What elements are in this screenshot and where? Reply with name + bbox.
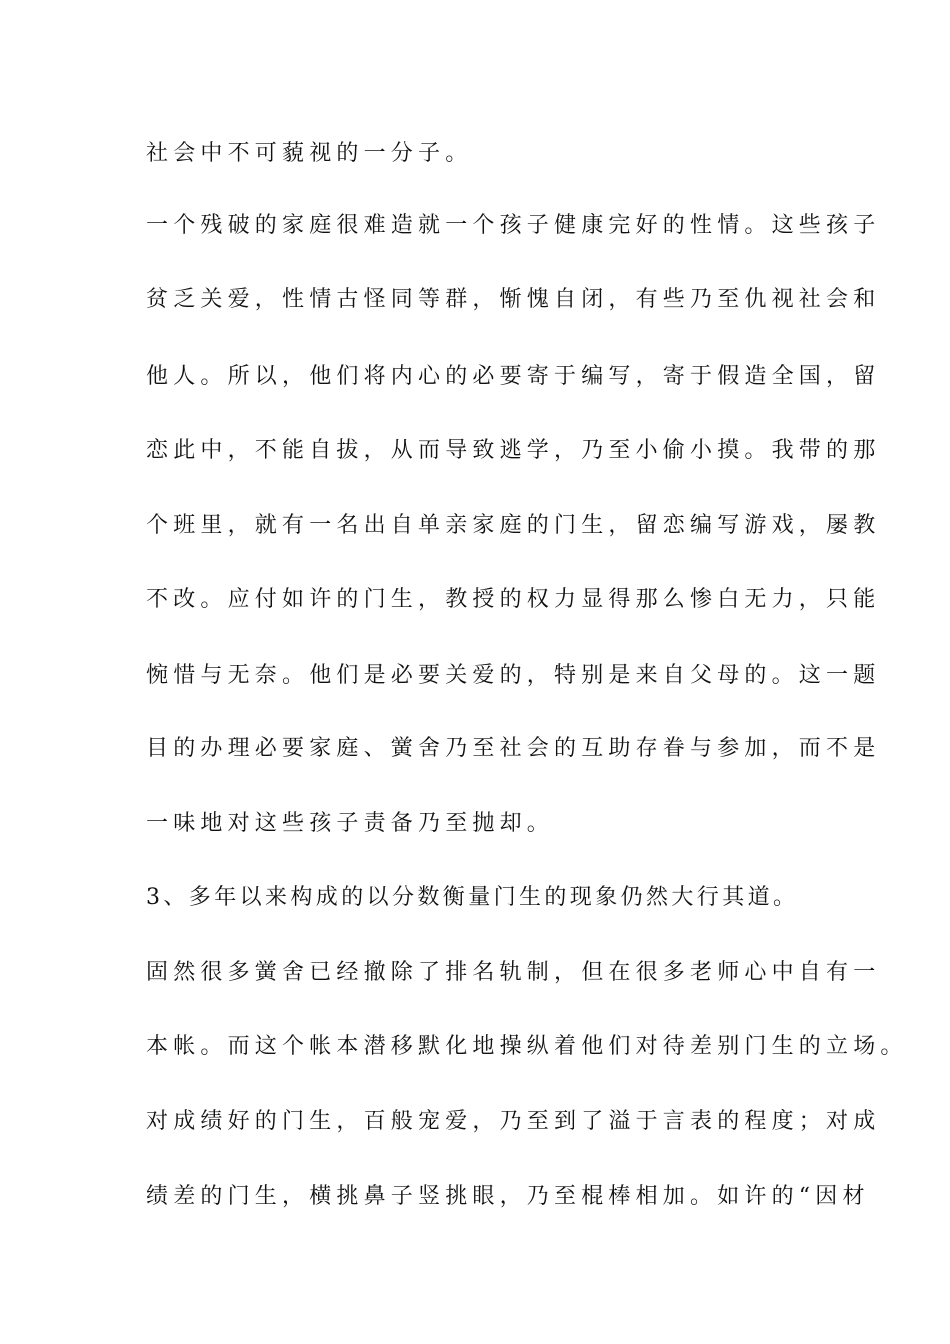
text-line: 恋此中，不能自拔，从而导致逃学，乃至小偷小摸。我带的那 xyxy=(146,438,881,463)
text-line: 一味地对这些孩子责备乃至抛却。 xyxy=(146,811,555,836)
text-line: 一个残破的家庭很难造就一个孩子健康完好的性情。这些孩子 xyxy=(146,213,881,238)
text-line: 目的办理必要家庭、黉舍乃至社会的互助存眷与参加，而不是 xyxy=(146,736,881,761)
text-line: 绩差的门生，横挑鼻子竖挑眼，乃至棍棒相加。如许的“因材 xyxy=(146,1184,870,1209)
text-line: 社会中不可藐视的一分子。 xyxy=(146,141,473,166)
text-line: 不改。应付如许的门生，教授的权力显得那么惨白无力，只能 xyxy=(146,587,881,612)
text-line: 他人。所以，他们将内心的必要寄于编写，寄于假造全国，留 xyxy=(146,364,881,389)
text-line: 贫乏关爱，性情古怪同等群，惭愧自闭，有些乃至仇视社会和 xyxy=(146,287,881,312)
section-heading: 3、多年以来构成的以分数衡量门生的现象仍然大行其道。 xyxy=(146,885,799,910)
text-line: 固然很多黉舍已经撤除了排名轨制，但在很多老师心中自有一 xyxy=(146,960,881,985)
text-line: 本帐。而这个帐本潜移默化地操纵着他们对待差别门生的立场。 xyxy=(146,1034,908,1059)
text-line: 惋惜与无奈。他们是必要关爱的，特别是来自父母的。这一题 xyxy=(146,663,881,688)
text-line: 对成绩好的门生，百般宠爱，乃至到了溢于言表的程度；对成 xyxy=(146,1109,881,1134)
text-line: 个班里，就有一名出自单亲家庭的门生，留恋编写游戏，屡教 xyxy=(146,513,881,538)
